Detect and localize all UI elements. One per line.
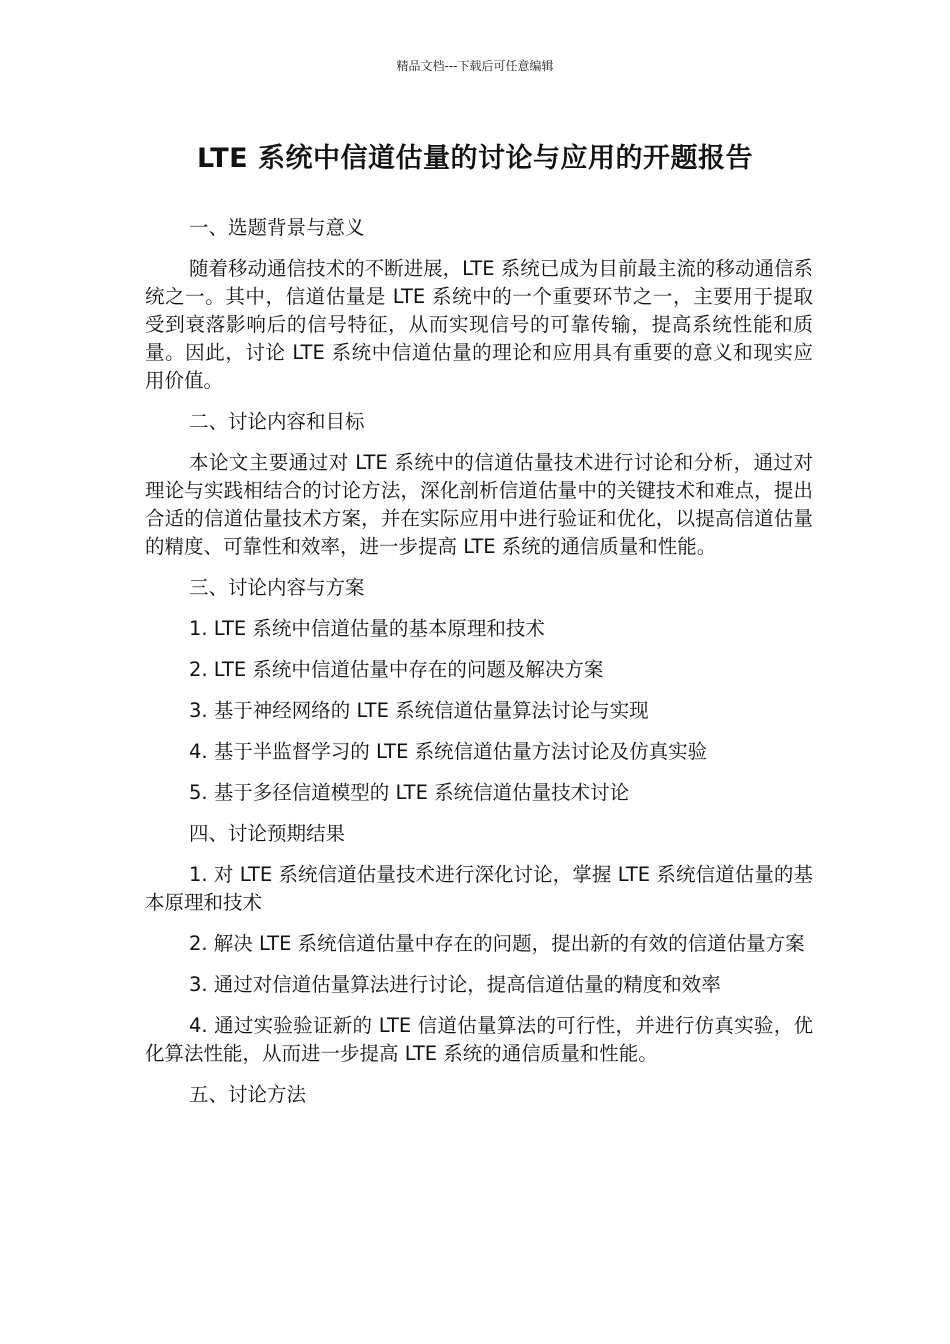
paragraph-goals: 本论文主要通过对 LTE 系统中的信道估量技术进行讨论和分析，通过对理论与实践相结合的讨论方法，深化剖析信道估量中的关键技术和难点，提出合适的信道估量技术方案，并在实际应用中进行验证和优化，以提高信道估量的精度、可靠性和效率，进一步提高 LTE 系统的通信质量和性能。: [145, 451, 813, 558]
document-title: LTE 系统中信道估量的讨论与应用的开题报告: [197, 143, 753, 174]
list-item: 3. 基于神经网络的 LTE 系统信道估量算法讨论与实现: [189, 699, 649, 722]
header-note: 精品文档---下载后可任意编辑: [396, 59, 554, 73]
document-body: [145, 214, 813, 1122]
list-item: 2. LTE 系统中信道估量中存在的问题及解决方案: [189, 658, 604, 681]
section-heading-3: 三、讨论内容与方案: [189, 576, 365, 599]
section-heading-1: 一、选题背景与意义: [189, 216, 365, 239]
list-item: 1. 对 LTE 系统信道估量技术进行深化讨论，掌握 LTE 系统信道估量的基本原理和技术: [145, 863, 813, 914]
list-item: 5. 基于多径信道模型的 LTE 系统信道估量技术讨论: [189, 781, 630, 804]
list-item: 4. 通过实验验证新的 LTE 信道估量算法的可行性，并进行仿真实验，优化算法性能，从而进一步提高 LTE 系统的通信质量和性能。: [145, 1014, 813, 1065]
paragraph-background: 随着移动通信技术的不断进展，LTE 系统已成为目前最主流的移动通信系统之一。其中，信道估量是 LTE 系统中的一个重要环节之一，主要用于提取受到衰落影响后的信号特征，从而实现信号的可靠传输，提高系统性能和质量。因此，讨论 LTE 系统中信道估量的理论和应用具有重要的意义和现实应用价值。: [145, 257, 813, 392]
section-heading-2: 二、讨论内容和目标: [189, 410, 365, 433]
section-heading-5: 五、讨论方法: [189, 1083, 307, 1106]
section-heading-4: 四、讨论预期结果: [189, 822, 346, 845]
list-item: 4. 基于半监督学习的 LTE 系统信道估量方法讨论及仿真实验: [189, 740, 708, 763]
list-item: 2. 解决 LTE 系统信道估量中存在的问题，提出新的有效的信道估量方案: [189, 932, 805, 955]
list-item: 1. LTE 系统中信道估量的基本原理和技术: [189, 617, 545, 640]
list-item: 3. 通过对信道估量算法进行讨论，提高信道估量的精度和效率: [189, 973, 721, 996]
